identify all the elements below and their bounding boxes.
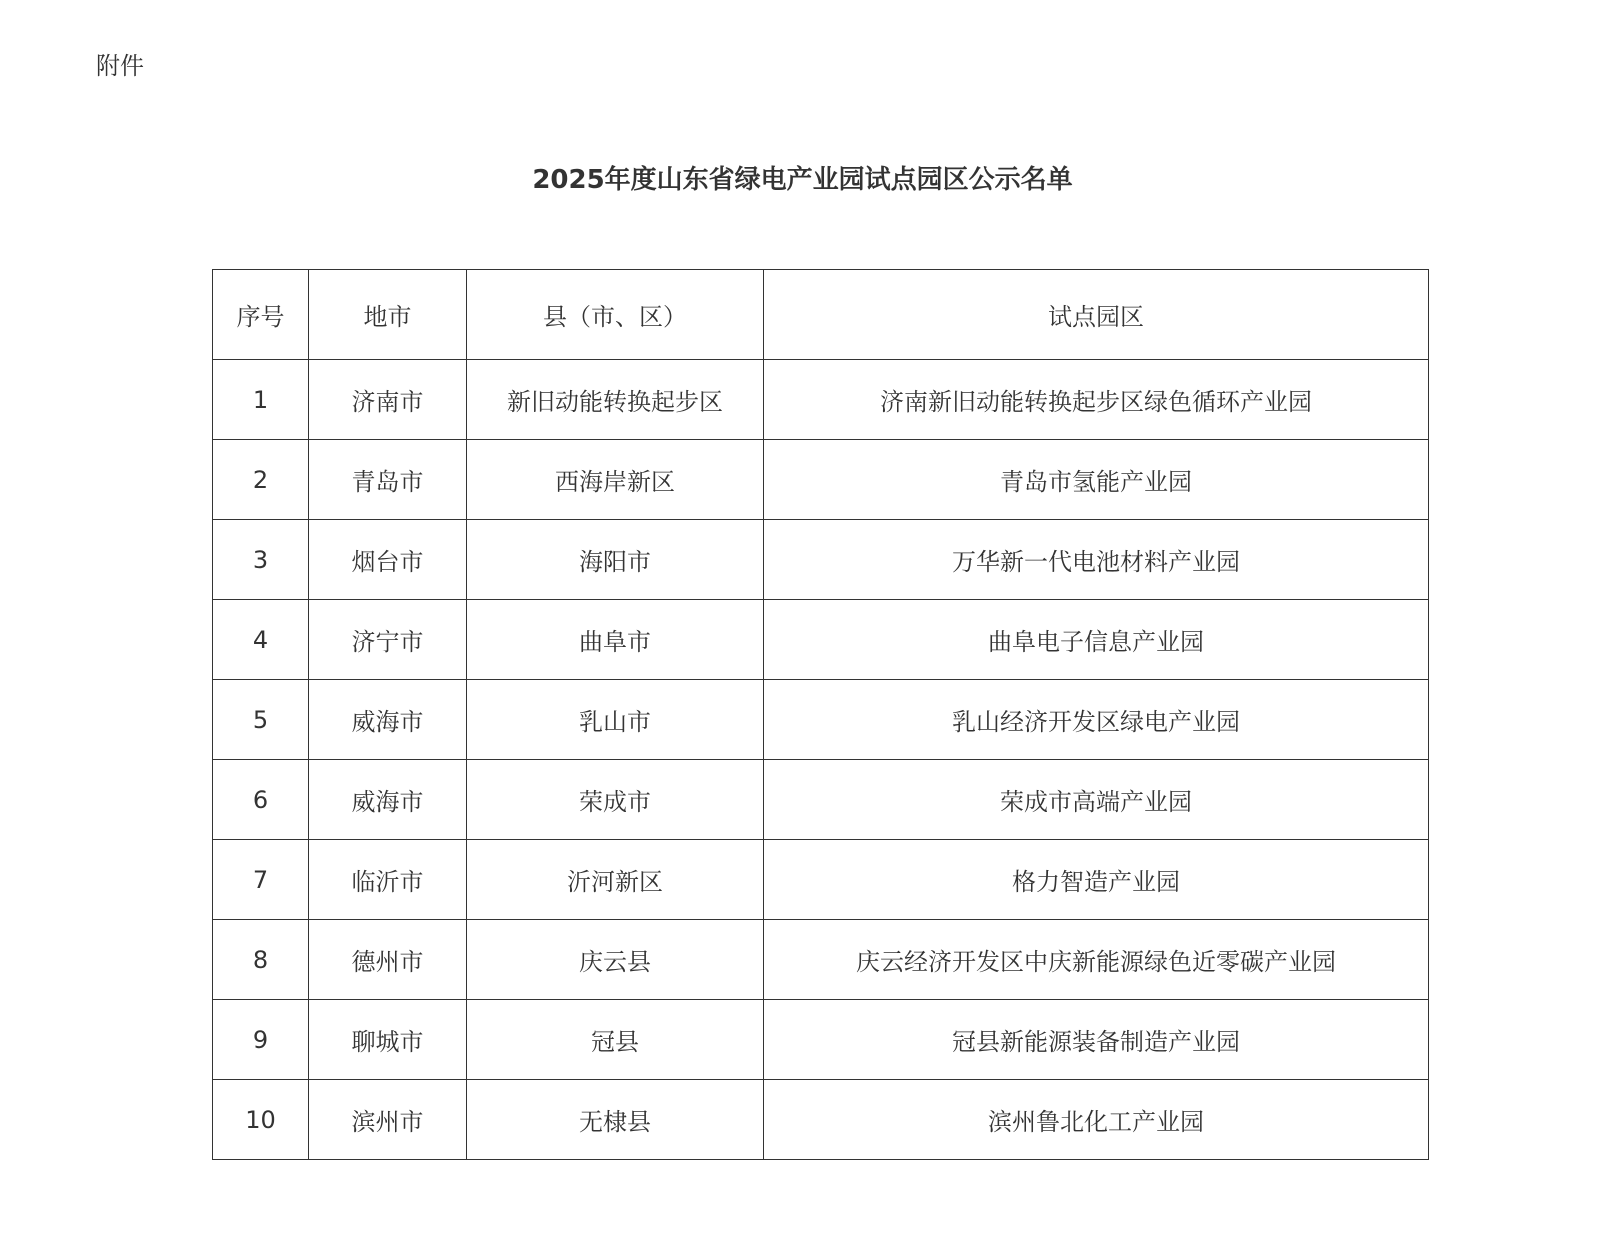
cell-serial-number: 8 xyxy=(213,920,309,1000)
cell-pilot-park: 万华新一代电池材料产业园 xyxy=(764,520,1429,600)
table-row xyxy=(213,1000,1429,1080)
table-row xyxy=(213,600,1429,680)
table-row xyxy=(213,520,1429,600)
cell-city: 德州市 xyxy=(309,920,467,1000)
cell-county: 无棣县 xyxy=(467,1080,764,1160)
header-city: 地市 xyxy=(309,270,467,360)
cell-county: 乳山市 xyxy=(467,680,764,760)
cell-serial-number: 10 xyxy=(213,1080,309,1160)
cell-city: 临沂市 xyxy=(309,840,467,920)
cell-serial-number: 2 xyxy=(213,440,309,520)
cell-city: 青岛市 xyxy=(309,440,467,520)
table-row xyxy=(213,360,1429,440)
cell-pilot-park: 济南新旧动能转换起步区绿色循环产业园 xyxy=(764,360,1429,440)
cell-serial-number: 4 xyxy=(213,600,309,680)
cell-serial-number: 9 xyxy=(213,1000,309,1080)
cell-county: 冠县 xyxy=(467,1000,764,1080)
header-serial-number: 序号 xyxy=(213,270,309,360)
cell-county: 曲阜市 xyxy=(467,600,764,680)
cell-pilot-park: 曲阜电子信息产业园 xyxy=(764,600,1429,680)
document-title: 2025年度山东省绿电产业园试点园区公示名单 xyxy=(532,165,1073,195)
table-row xyxy=(213,1080,1429,1160)
cell-city: 威海市 xyxy=(309,680,467,760)
table-header-row xyxy=(213,270,1429,360)
cell-county: 荣成市 xyxy=(467,760,764,840)
cell-county: 新旧动能转换起步区 xyxy=(467,360,764,440)
cell-city: 威海市 xyxy=(309,760,467,840)
cell-pilot-park: 滨州鲁北化工产业园 xyxy=(764,1080,1429,1160)
table-row xyxy=(213,440,1429,520)
table-row xyxy=(213,840,1429,920)
cell-serial-number: 3 xyxy=(213,520,309,600)
cell-city: 聊城市 xyxy=(309,1000,467,1080)
cell-county: 西海岸新区 xyxy=(467,440,764,520)
cell-pilot-park: 荣成市高端产业园 xyxy=(764,760,1429,840)
cell-pilot-park: 乳山经济开发区绿电产业园 xyxy=(764,680,1429,760)
cell-serial-number: 7 xyxy=(213,840,309,920)
cell-pilot-park: 格力智造产业园 xyxy=(764,840,1429,920)
header-pilot-park: 试点园区 xyxy=(764,270,1429,360)
header-county: 县（市、区） xyxy=(467,270,764,360)
cell-county: 海阳市 xyxy=(467,520,764,600)
cell-pilot-park: 庆云经济开发区中庆新能源绿色近零碳产业园 xyxy=(764,920,1429,1000)
cell-pilot-park: 青岛市氢能产业园 xyxy=(764,440,1429,520)
cell-county: 庆云县 xyxy=(467,920,764,1000)
cell-serial-number: 6 xyxy=(213,760,309,840)
table-row xyxy=(213,760,1429,840)
cell-city: 滨州市 xyxy=(309,1080,467,1160)
pilot-park-table xyxy=(212,269,1429,1160)
cell-city: 烟台市 xyxy=(309,520,467,600)
cell-serial-number: 1 xyxy=(213,360,309,440)
cell-serial-number: 5 xyxy=(213,680,309,760)
cell-city: 济南市 xyxy=(309,360,467,440)
cell-city: 济宁市 xyxy=(309,600,467,680)
cell-county: 沂河新区 xyxy=(467,840,764,920)
cell-pilot-park: 冠县新能源装备制造产业园 xyxy=(764,1000,1429,1080)
attachment-label: 附件 xyxy=(96,52,144,80)
table-row xyxy=(213,680,1429,760)
table-row xyxy=(213,920,1429,1000)
